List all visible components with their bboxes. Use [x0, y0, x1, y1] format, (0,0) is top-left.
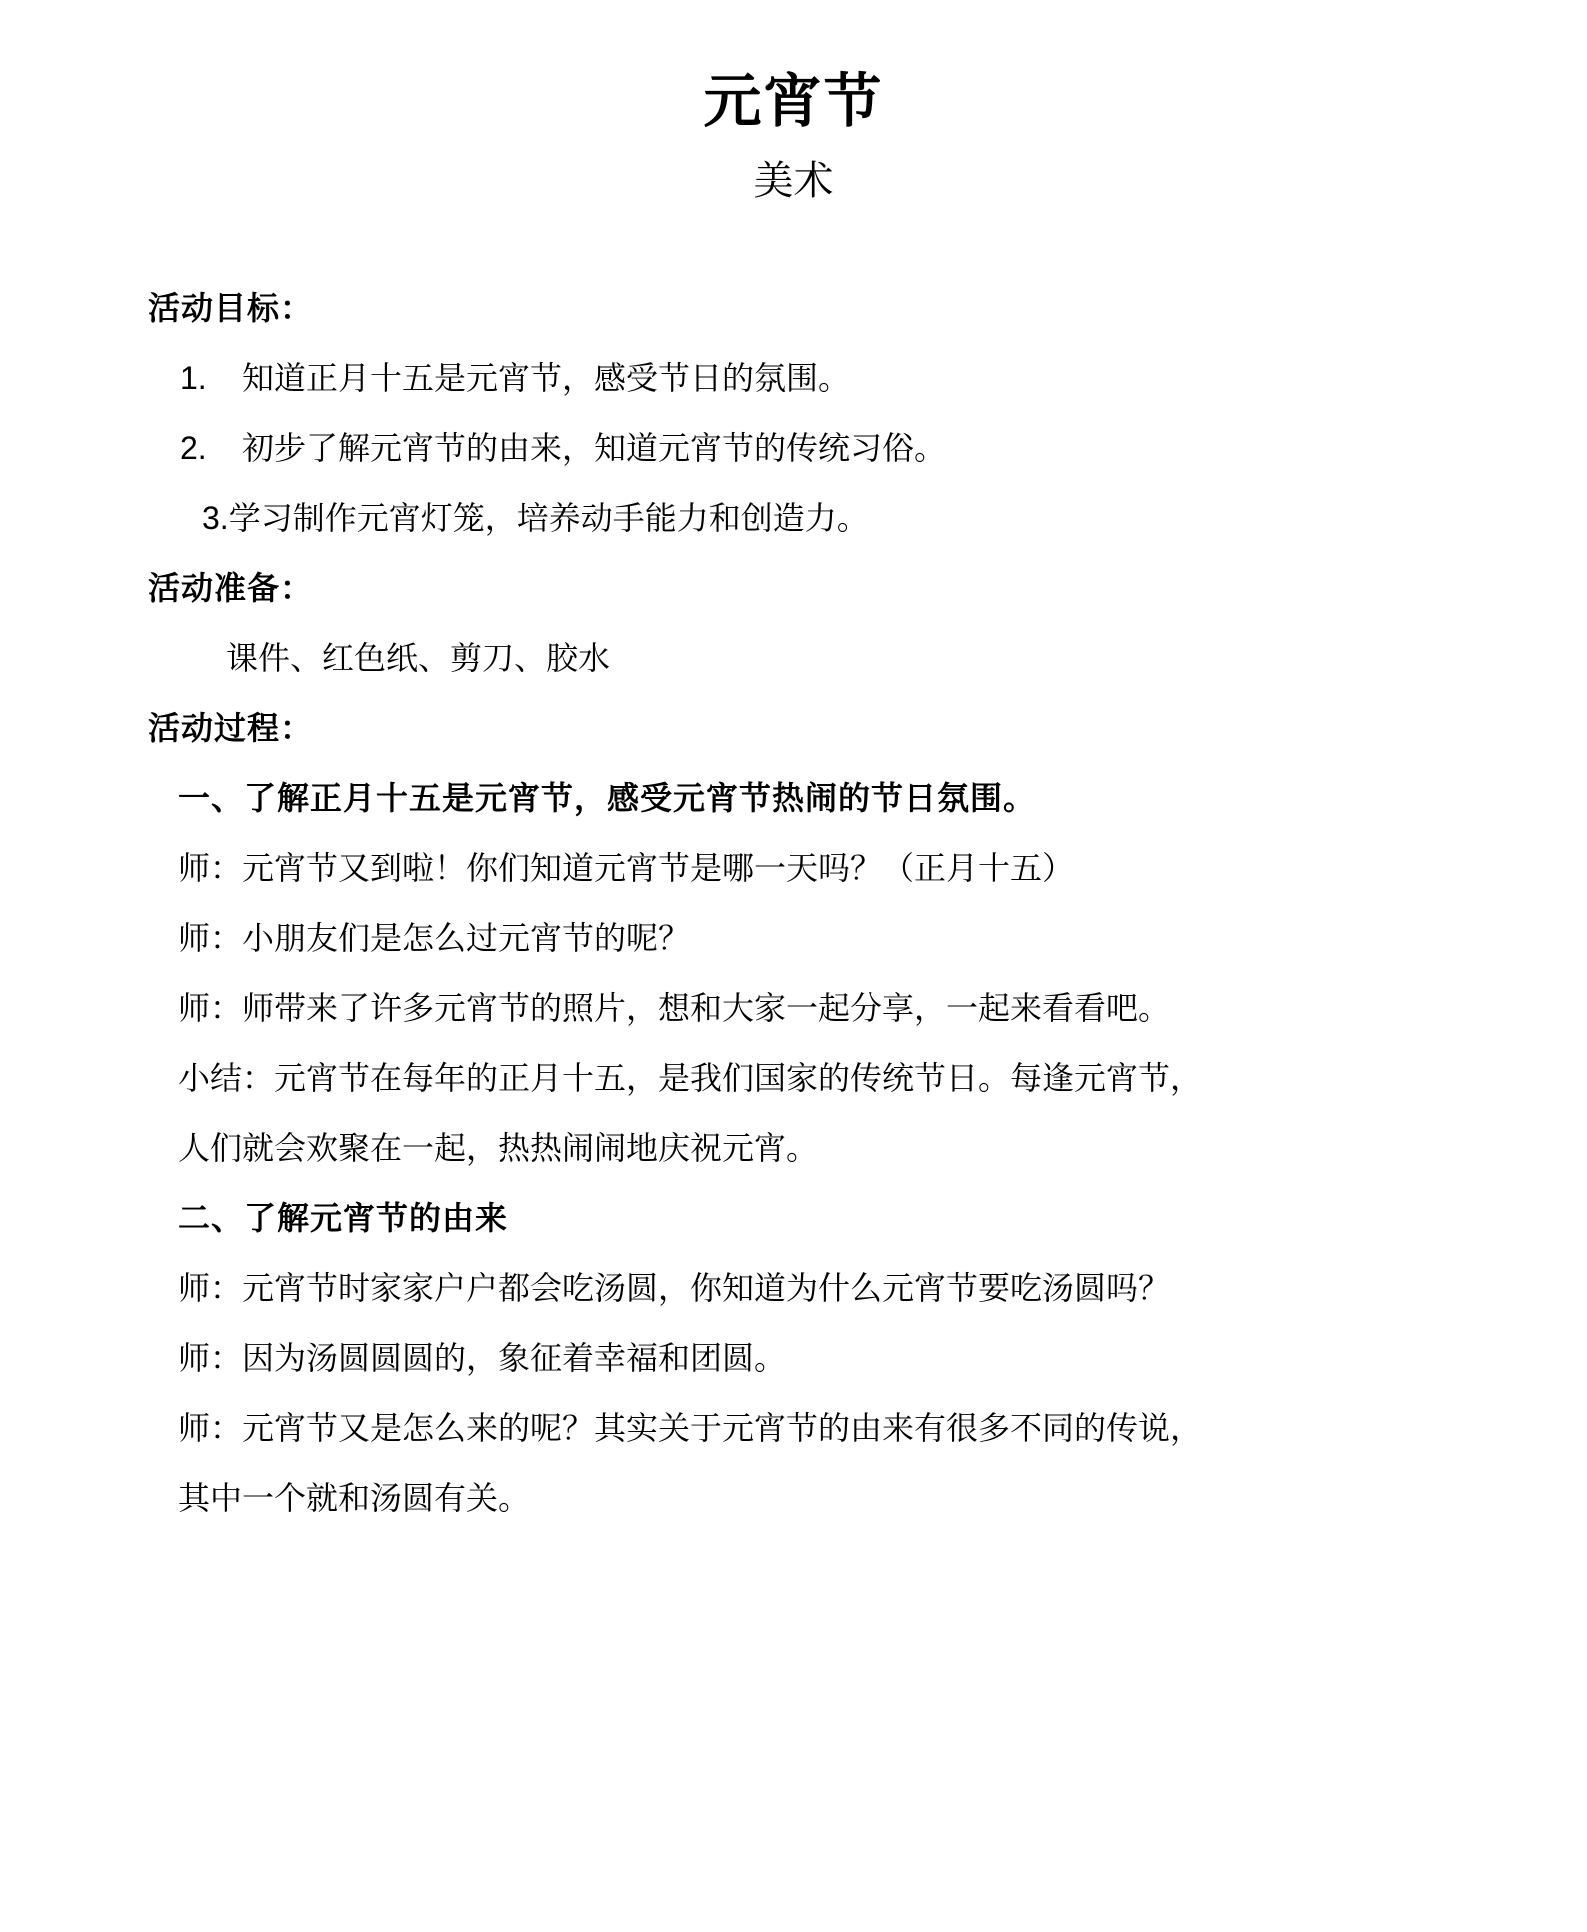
objective-item [0, 347, 1587, 409]
process-line: 师：师带来了许多元宵节的照片，想和大家一起分享，一起来看看吧。 [178, 989, 1171, 1026]
process-heading: 活动过程： [148, 709, 314, 746]
spacer [0, 829, 1587, 837]
page-subtitle: 美术 [753, 158, 834, 203]
spacer [0, 969, 1587, 977]
objective-item [0, 417, 1587, 479]
process-list [0, 767, 1587, 1529]
preparation-heading: 活动准备： [148, 569, 314, 606]
spacer [0, 1459, 1587, 1467]
process-section-heading: 一、了解正月十五是元宵节，感受元宵节热闹的节日氛围。 [178, 779, 1037, 816]
process-line: 小结：元宵节在每年的正月十五，是我们国家的传统节日。每逢元宵节， [178, 1059, 1203, 1096]
objectives-list [0, 347, 1587, 549]
spacer [0, 899, 1587, 907]
objectives-heading: 活动目标： [148, 289, 314, 326]
spacer [0, 689, 1587, 697]
spacer [0, 1319, 1587, 1327]
spacer [0, 1389, 1587, 1397]
process-line: 师：元宵节时家家户户都会吃汤圆，你知道为什么元宵节要吃汤圆吗？ [178, 1269, 1171, 1306]
spacer [0, 479, 1587, 487]
spacer [0, 759, 1587, 767]
objective-number: 1. [180, 359, 207, 396]
process-section-heading: 二、了解元宵节的由来 [178, 1199, 509, 1236]
process-line: 人们就会欢聚在一起，热热闹闹地庆祝元宵。 [178, 1129, 819, 1166]
spacer [0, 339, 1587, 347]
process-line: 师：元宵节又是怎么来的呢？其实关于元宵节的由来有很多不同的传说， [178, 1409, 1203, 1446]
process-line: 师：元宵节又到啦！你们知道元宵节是哪一天吗？（正月十五） [178, 849, 1075, 886]
spacer [0, 619, 1587, 627]
page-title: 元宵节 [703, 69, 884, 134]
spacer [0, 409, 1587, 417]
document-body [0, 203, 1587, 1529]
spacer [0, 549, 1587, 557]
spacer [0, 1039, 1587, 1047]
spacer [0, 1249, 1587, 1257]
process-line: 师：小朋友们是怎么过元宵节的呢？ [178, 919, 691, 956]
preparation-text: 课件、红色纸、剪刀、胶水 [226, 639, 611, 676]
spacer [0, 1109, 1587, 1117]
objective-number: 2. [180, 429, 207, 466]
objective-text: 知道正月十五是元宵节，感受节日的氛围。 [242, 359, 851, 396]
objective-text: 初步了解元宵节的由来，知道元宵节的传统习俗。 [242, 429, 947, 466]
objective-item: 3.学习制作元宵灯笼，培养动手能力和创造力。 [202, 499, 869, 536]
spacer [0, 1179, 1587, 1187]
process-line: 其中一个就和汤圆有关。 [178, 1479, 531, 1516]
process-line: 师：因为汤圆圆圆的，象征着幸福和团圆。 [178, 1339, 787, 1376]
